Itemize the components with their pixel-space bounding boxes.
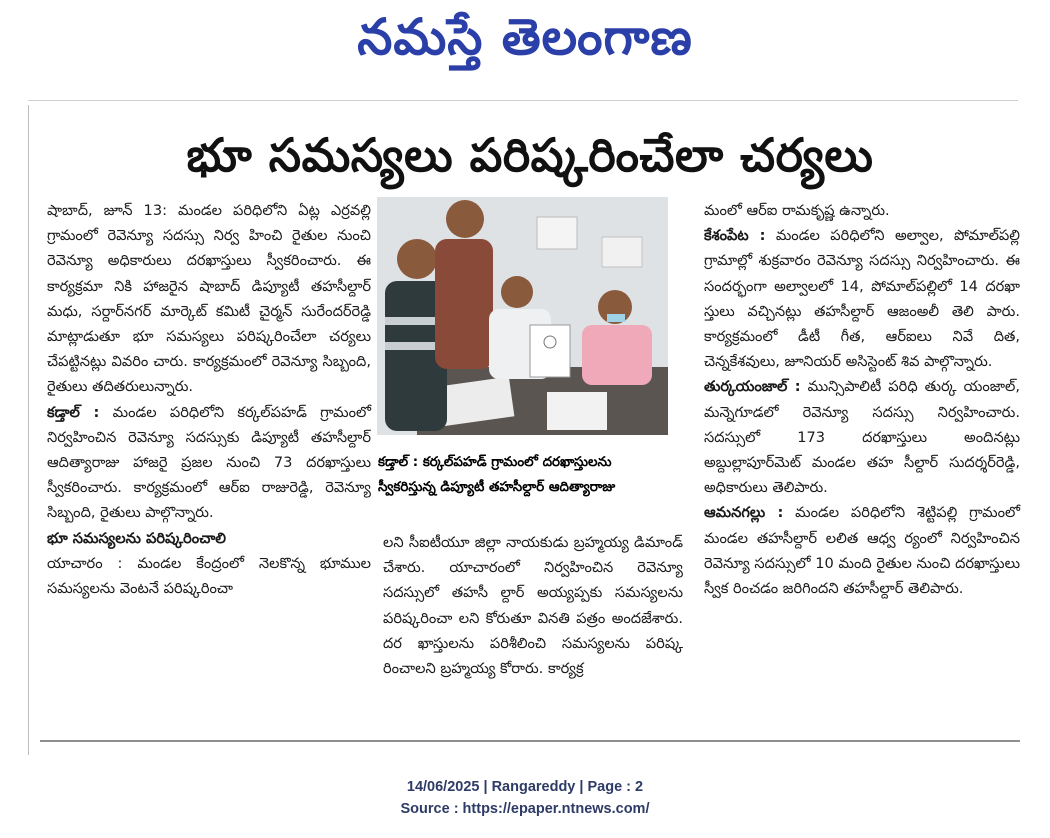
kaddal-text: మండల పరిధిలోని కర్కల్‌పహడ్ గ్రామంలో నిర్వహించిన రెవెన్యూ సదస్సుకు డిప్యూటీ తహసీల్దార్ ఆదిత్యారాజు హాజరై ప్రజల నుంచి 73 దరఖాస్తులు స్వీకరించారు. కార్యక్రమంలో ఆర్ఐ రాజురెడ్డి, రెవెన్యూ సిబ్బంది, రైతులు పాల్గొన్నారు. (47, 403, 371, 522)
caption-line-1: కడ్తాల్ : కర్కల్‌పహడ్ గ్రామంలో దరఖాస్తులను (378, 455, 612, 470)
photo-officials-receiving-petitions-icon (377, 197, 668, 435)
dateline-keshampet: కేశంపేట : (704, 227, 766, 245)
subheading: భూ సమస్యలను పరిష్కరించాలి (47, 529, 226, 547)
dateline-turkayamjal: తుర్కయంజాల్ : (704, 378, 801, 396)
page-footer (0, 776, 1050, 820)
yacharam-paragraph: యాచారం : మండల కేంద్రంలో నెలకొన్న భూముల సమస్యలను వెంటనే పరిష్కరించా (47, 554, 371, 598)
article-column-right (704, 198, 1020, 601)
dateline-kaddal: కడ్తాల్ : (47, 403, 100, 421)
left-border (28, 105, 29, 755)
bottom-divider (40, 740, 1020, 742)
turkayamjal-text: మున్సిపాలిటీ పరిధి తుర్క యంజాల్, మన్నెగూడలో రెవెన్యూ సదస్సు నిర్వహించారు. సదస్సులో 173 దరఖాస్తులు అందినట్లు అబ్దుల్లాపూర్‌మెట్ మండల తహ సీల్దార్ సుదర్శర్‌రెడ్డి, అధికారులు తెలిపారు. (704, 378, 1021, 497)
right-intro: మంలో ఆర్ఐ రామకృష్ణ ఉన్నారు. (704, 202, 890, 219)
article-column-middle (383, 530, 683, 681)
amanagallu-text: మండల పరిధిలోని శెట్టిపల్లి గ్రామంలో మండల తహసీల్దార్ లలిత ఆధ్వ ర్యంలో నిర్వహించిన రెవెన్యూ సదస్సులో 10 మంది రైతుల నుంచి దరఖాస్తులు స్వీక రించడం జరిగిందని తహసీల్దార్ తెలిపారు. (704, 504, 1020, 598)
article-column-left (47, 198, 371, 601)
turkayamjal-paragraph (704, 374, 1020, 500)
caption-line-2: స్వీకరిస్తున్న డిప్యూటీ తహసీల్దార్ ఆదిత్యారాజు (378, 480, 616, 495)
photo-caption (378, 450, 676, 500)
source-link[interactable]: Source : https://epaper.ntnews.com/ (400, 801, 650, 817)
middle-paragraph: లని సీఐటీయూ జిల్లా నాయకుడు బ్రహ్మయ్య డిమాండ్ చేశారు. యాచారంలో నిర్వహించిన రెవెన్యూ సదస్సులో తహసీ ల్దార్ అయ్యప్పకు సమస్యలను పరిష్కరించా లని కోరుతూ వినతి పత్రం అందజేశారు. దర ఖాస్తులను పరిశీలించి సమస్యలను పరిష్క రించాలని బ్రహ్మయ్య కోరారు. కార్యక్ర (383, 534, 683, 678)
amanagallu-paragraph (704, 500, 1020, 601)
shabad-paragraph: షాబాద్, జూన్ 13: మండల పరిధిలోని ఏట్ల ఎర్రవల్లి గ్రామంలో రెవెన్యూ సదస్సు నిర్వ హించి రైతుల నుంచి రెవెన్యూ అధికారులు దరఖాస్తులు స్వీకరించారు. ఈ కార్యక్రమా నికి హాజరైన షాబాద్ డిప్యూటీ తహసీల్దార్ మధు, సర్దార్‌నగర్ మార్కెట్ కమిటీ చైర్మన్ సురేందర్‌రెడ్డి మాట్లాడుతూ భూ సమస్యలు పరిష్కరించేలా చర్యలు చేపట్టినట్లు వివరిం చారు. కార్యక్రమంలో రెవెన్యూ సిబ్బంది, రైతులు తదితరులున్నారు. (47, 202, 371, 396)
article-headline: భూ సమస్యలు పరిష్కరించేలా చర్యలు (186, 128, 874, 182)
kaddal-paragraph (47, 400, 371, 526)
dateline-amanagallu: ఆమనగల్లు : (704, 504, 784, 522)
keshampet-text: మండల పరిధిలోని అల్వాల, పోమాల్‌పల్లి గ్రామాల్లో శుక్రవారం రెవెన్యూ సదస్సు నిర్వహించారు. ఈ సందర్భంగా అల్వాలలో 14, పోమాల్‌పల్లిలో 14 దరఖా స్తులు వచ్చినట్లు తహసీల్దార్ ఆజంఅలీ తెలి పారు. కార్యక్రమంలో డీటీ గీత, ఆర్ఐలు నివే దిత, చెన్నకేశవులు, జూనియర్ అసిస్టెంట్ శివ పాల్గొన్నారు. (704, 227, 1020, 371)
newspaper-masthead: నమస్తే తెలంగాణ (357, 8, 693, 66)
edition-info: 14/06/2025 | Rangareddy | Page : 2 (406, 779, 644, 795)
keshampet-paragraph (704, 223, 1020, 374)
news-photo (377, 197, 668, 435)
top-divider (28, 100, 1018, 101)
